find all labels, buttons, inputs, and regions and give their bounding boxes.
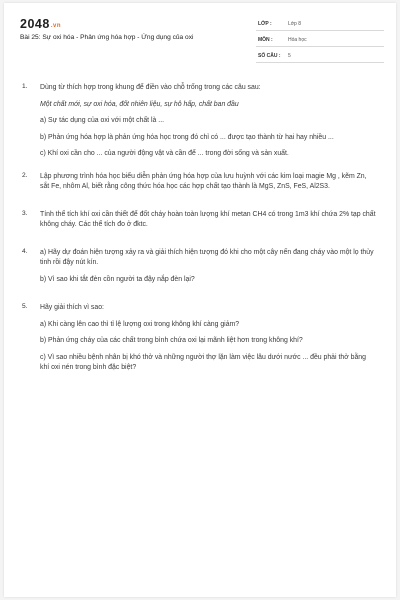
question-part: a) Khi càng lên cao thì tỉ lệ lượng oxi trong không khí càng giảm? — [40, 320, 240, 328]
lesson-title: Bài 25: Sự oxi hóa - Phản ứng hóa hợp - Ứng dụng của oxi — [20, 34, 194, 41]
logo-main-text: 2048 — [20, 17, 50, 31]
worksheet-page — [4, 3, 396, 597]
question-4 — [4, 248, 396, 286]
meta-row-question-count — [256, 51, 384, 63]
site-logo[interactable] — [20, 17, 61, 31]
question-1 — [4, 83, 396, 160]
meta-key: MÔN : — [258, 37, 273, 43]
question-number: 2. — [22, 171, 28, 179]
question-number: 3. — [22, 209, 28, 217]
question-text: Dùng từ thích hợp trong khung để điền vào chỗ trống trong các câu sau: — [40, 84, 261, 91]
meta-info — [256, 19, 384, 67]
question-number: 4. — [22, 247, 28, 255]
meta-value: Lớp 8 — [288, 21, 302, 27]
question-text: Tính thể tích khí oxi cần thiết để đốt cháy hoàn toàn lượng khí metan CH4 có trong 1m3 khí chứa 2% tạp chất không cháy. Các thể tích đo ở đktc. — [40, 210, 376, 228]
question-part: b) Vì sao khi tắt đèn cồn người ta đậy nắp đèn lại? — [40, 275, 195, 283]
question-5 — [4, 303, 396, 374]
logo-suffix-text: .vn — [50, 23, 61, 29]
meta-row-subject — [256, 35, 384, 47]
question-part: a) Sự tác dụng của oxi với một chất là ... — [40, 117, 165, 124]
meta-key: SỐ CÂU : — [258, 53, 281, 59]
question-part: b) Phản ứng hóa hợp là phản ứng hóa học trong đó chỉ có ... được tạo thành từ hai hay nhiều ... — [40, 133, 334, 141]
meta-value: Hóa học — [288, 37, 307, 43]
question-3 — [4, 210, 396, 231]
question-part: c) Vì sao nhiều bệnh nhân bị khó thở và những người thợ lặn làm việc lâu dưới nước ... đều phải thở bằng khí oxi nén trong bình đặc biệt? — [40, 353, 366, 371]
question-text: Hãy giải thích vì sao: — [40, 304, 104, 311]
question-number: 1. — [22, 83, 28, 90]
question-part: c) Khí oxi cần cho ... của người động vật và cần để ... trong đời sống và sản xuất. — [40, 150, 289, 157]
question-part: b) Phản ứng cháy của các chất trong bình chứa oxi lại mãnh liệt hơn trong không khí? — [40, 337, 303, 344]
question-part: a) Hãy dự đoán hiện tượng xảy ra và giải thích hiện tượng đó khi cho một cây nến đang cháy vào một lọ thủy tinh rồi đậy nút kín. — [40, 248, 374, 266]
question-list — [4, 67, 396, 371]
meta-row-class — [256, 19, 384, 31]
word-bank: Một chất mới, sự oxi hóa, đốt nhiên liệu, sự hô hấp, chất ban đầu — [40, 100, 239, 108]
question-number: 5. — [22, 303, 28, 310]
question-text: Lập phương trình hóa học biểu diễn phản ứng hóa hợp của lưu huỳnh với các kim loại magie Mg , kẽm Zn, sắt Fe, nhôm Al, biết rằng công thức hóa học các hợp chất tạo thành là MgS, ZnS, FeS, Al2S3. — [40, 172, 367, 190]
question-2 — [4, 172, 396, 193]
meta-value: 5 — [288, 53, 291, 59]
worksheet-header — [4, 3, 396, 63]
meta-key: LỚP : — [258, 21, 272, 27]
